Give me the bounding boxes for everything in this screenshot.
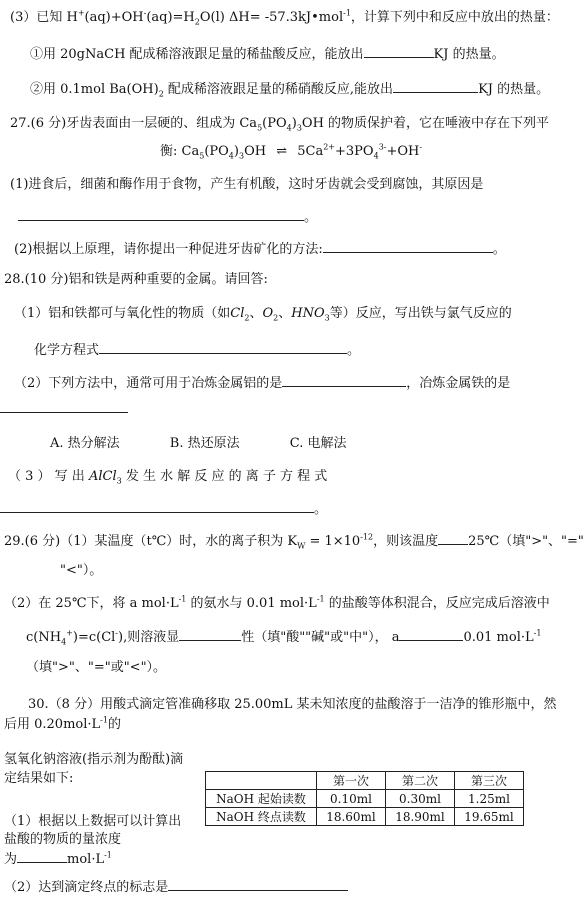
titration-table — [205, 771, 524, 826]
q29-header: 29.(6 分)（1）某温度（t℃）时，水的离子积为 $K_W = 1\times 10^{-12}$，则该温度 25℃（填">"、"=" — [4, 532, 584, 551]
q27-sub1: (1)进食后，细菌和酶作用于食物，产生有机酸，这时牙齿就会受到腐蚀，其原因是 — [10, 177, 484, 192]
q28-sub2: （2）下列方法中，通常可用于冶炼金属铝的是 ，冶炼金属铁的是 — [14, 376, 511, 391]
table-cell: NaOH 终点读数 — [206, 808, 317, 826]
table-cell: 0.30ml — [386, 790, 455, 808]
q30-header: 30.（8 分）用酸式滴定管准确移取 25.00mL 某未知浓度的盐酸溶于一洁净的锥形瓶中，然 — [28, 697, 557, 712]
q30-sub1-answer: 为 $mol\cdot L^{-1}$ — [4, 850, 112, 867]
table-cell: 18.90ml — [386, 808, 455, 826]
table-cell: 第二次 — [386, 772, 455, 790]
q28-sub3: （ 3 ） 写 出 AlCl$_3$ 发 生 水 解 反 应 的 离 子 方 程 式 — [8, 469, 328, 486]
table-cell: 19.65ml — [455, 808, 524, 826]
q28-options — [50, 436, 347, 452]
q30-text-line2: 定结果如下: — [4, 771, 74, 786]
answer-blank[interactable] — [282, 374, 406, 387]
q3-part1: ①用 20gNaCH 配成稀溶液跟足量的稀盐酸反应，能放出 KJ 的热量。 — [30, 47, 505, 62]
table-cell: 0.10ml — [317, 790, 386, 808]
q30-sub1: （1）根据以上数据可以计算出 — [4, 814, 182, 829]
answer-blank[interactable] — [393, 80, 478, 93]
q30-sub1-cont: 盐酸的物质的量浓度 — [4, 832, 122, 847]
answer-blank[interactable] — [179, 628, 241, 641]
q29-sub2-cont: $c(NH_4^+)=c(Cl^-)$,则溶液显 性（填"酸""碱"或"中"）， a 0.01 $mol\cdot L^{-1}$ — [26, 628, 542, 647]
answer-blank[interactable] — [17, 850, 67, 863]
q28-sub1-eq: 化学方程式 。 — [34, 343, 361, 358]
q28-sub2-blank — [0, 400, 128, 418]
table-cell: NaOH 起始读数 — [206, 790, 317, 808]
q28-sub3-blank: 。 — [0, 500, 327, 518]
table-row — [206, 808, 524, 826]
q29-header-cont: "<"）。 — [60, 563, 103, 578]
q30-sub2: （2）达到滴定终点的标志是 — [4, 878, 348, 896]
table-cell: 1.25ml — [455, 790, 524, 808]
answer-blank[interactable] — [399, 628, 463, 641]
table-cell: 第一次 — [317, 772, 386, 790]
answer-blank[interactable] — [0, 500, 314, 513]
answer-blank[interactable] — [18, 208, 304, 221]
answer-blank[interactable] — [99, 341, 347, 354]
q30-text-line1: 氢氧化钠溶液(指示剂为酚酞)滴 — [4, 752, 184, 767]
q3-intro: (3）已知 $H^+(aq)+OH^-(aq)=H_2O(l)$ ΔH= -57.3kJ•mol$^{-1}$，计算下列中和反应中放出的热量： — [10, 8, 559, 27]
q27-equilibrium: 衡: $Ca_5(PO_4)_3OH$ ⇌ $5Ca^{2+}+3PO_4^{3-}+OH^-$ — [160, 142, 423, 161]
q28-header: 28.(10 分)铝和铁是两种重要的金属。请回答: — [4, 272, 268, 287]
q29-sub2-fill: （填">"、"="或"<"）。 — [26, 660, 167, 675]
option-b: B. 热还原法 — [169, 436, 240, 451]
table-row — [206, 790, 524, 808]
q3-part2: ②用 0.1mol $Ba(OH)_2$ 配成稀溶液跟足量的稀硝酸反应,能放出 KJ 的热量。 — [30, 82, 550, 99]
q30-header-cont: 后用 $0.20mol\cdot L^{-1}$的 — [4, 715, 121, 732]
answer-blank[interactable] — [168, 878, 348, 891]
q29-sub2: （2）在 25℃下，将 a $mol\cdot L^{-1}$ 的氨水与 0.01 $mol\cdot L^{-1}$ 的盐酸等体积混合，反应完成后溶液中 — [4, 594, 550, 611]
equilibrium-arrow-icon: ⇌ — [276, 144, 288, 159]
answer-blank[interactable] — [323, 240, 493, 253]
answer-blank[interactable] — [438, 532, 468, 545]
option-c: C. 电解法 — [289, 436, 347, 451]
q27-sub1-answer: 。 — [18, 208, 317, 226]
q27-header: 27.(6 分)牙齿表面由一层硬的、组成为 $Ca_5(PO_4)_3OH$ 的物质保护着，它在唾液中存在下列平 — [10, 116, 550, 133]
table-cell — [206, 772, 317, 790]
q28-sub1: （1）铝和铁都可与氧化性的物质（如$Cl_2$、$O_2$、$HNO_3$等）反应，写出铁与氯气反应的 — [14, 306, 512, 323]
answer-blank[interactable] — [0, 400, 128, 413]
q27-sub2: (2)根据以上原理，请你提出一种促进牙齿矿化的方法: 。 — [14, 242, 506, 257]
table-header-row — [206, 772, 524, 790]
table-cell: 18.60ml — [317, 808, 386, 826]
table-cell: 第三次 — [455, 772, 524, 790]
answer-blank[interactable] — [364, 45, 434, 58]
option-a: A. 热分解法 — [50, 436, 120, 451]
